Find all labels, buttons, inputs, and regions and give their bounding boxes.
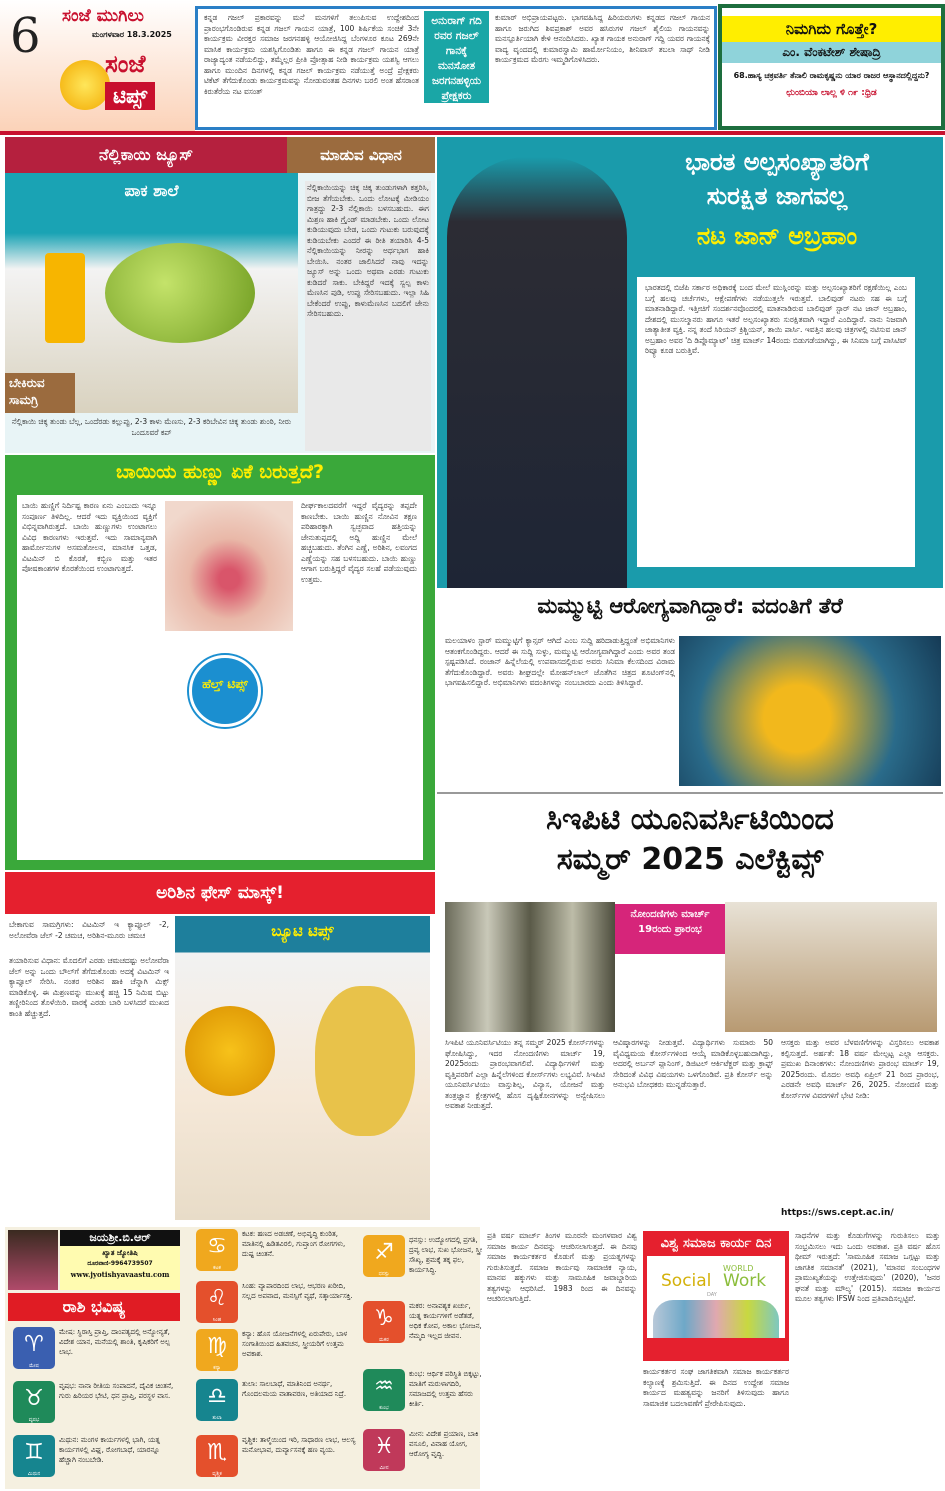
zodiac-text: ಕನ್ಯಾ: ಹೊಸ ಯೋಜನೆಗಳಲ್ಲಿ ಏರುಪೇರು, ಬಾಳ ಸಂಗಾತಿಯಿಂದ ಹಿತವಚನ, ಸ್ತ್ರೀಯರಿಗೆ ಉತ್ತಮ ಅವಕಾಶ. [242, 1330, 348, 1358]
ingredients-text: ಬೇಕಾಗುವ ಸಾಮಗ್ರಿಗಳು: ವಿಟಮಿನ್ ಇ ಕ್ಯಾಪ್ಸೂಲ್ -2, ಅಲೋವೆರಾ ಜೆಲ್ -2 ಚಮಚ, ಅರಿಶಿನ-ಮೂರು ಚಮಚ [9, 920, 169, 940]
zodiac-text: ತುಲಾ: ಸಾಲಬಾಧೆ, ಮಾತಿನಿಂದ ಅನರ್ಥ, ಗೊಂದಲಮಯ ವಾತಾವರಣ, ಅತಿಯಾದ ನಿದ್ರೆ. [242, 1380, 347, 1398]
astrologer-name: ಜಯಶ್ರೀ.ಬಿ.ಆರ್ [60, 1230, 180, 1246]
zodiac-name: ಸಿಂಹ [212, 1317, 222, 1323]
article-body: ಭಾರತದಲ್ಲಿ ಬಿಜೆಪಿ ಸರ್ಕಾರ ಅಧಿಕಾರಕ್ಕೆ ಬಂದ ಮೇಲೆ ಮುಸ್ಲಿಂರನ್ನು ಮತ್ತು ಅಲ್ಪಸಂಖ್ಯಾತರಿಗೆ ರಕ್ಷಣೆಯಿಲ್ಲ ಎಂಬ ಬಗ್ಗೆ ಹಲವು ಚರ್ಚೆಗಳು, ಆಕ್ಷೇಪಣೆಗಳು ನಡೆಯುತ್ತಲೇ ಇರುತ್ತವೆ. ಬಾಲಿವುಡ್ ನಟರು ಸಹ ಈ ಬಗ್ಗೆ ಮಾತನಾಡಿದ್ದಾರೆ. ಇತ್ತೀಚಿಗೆ ಸಂದರ್ಶನವೊಂದರಲ್ಲಿ ಮಾತನಾಡಿರುವ ಬಾಲಿವುಡ್ ಸ್ಟಾರ್ ನಟ ಜಾನ್ ಅಬ್ರಹಾಂ, ದೇಶದಲ್ಲಿ ಮುಸಲ್ಮಾನರು ಹಾಗೂ ಇತರೆ ಅಲ್ಪಸಂಖ್ಯಾತರು ಸುರಕ್ಷಿತವಾಗಿ ಇದ್ದಾರೆ ಎಂದಿದ್ದಾರೆ. ನಾನು ನಿಜವಾಗಿ ಜಾತ್ಯಾತೀತ ವ್ಯಕ್ತಿ. ನನ್ನ ತಂದೆ ಸಿರಿಯನ್ ಕ್ರಿಶ್ಚಿಯನ್, ತಾಯಿ ಪಾರ್ಸಿ. ಇವತ್ತಿನ ಹಲವು ಚಿತ್ರಗಳಲ್ಲಿ ನಟಿಸುವ ಜಾನ್ ಅಬ್ರಹಾಂ ಅವರ 'ದಿ ಡಿಪ್ಲೊಮ್ಯಾಟ್' ಚಿತ್ರ ಮಾರ್ಚ್ 14ರಂದು ಬಿಡುಗಡೆಯಾಗಿದ್ದು, ಈ ಸಿನಿಮಾ ಬಗ್ಗೆ ಪಾಸಿಟಿವ್ ರಿವ್ಯೂ ಕೂಡ ಬರುತ್ತಿವೆ. [637, 277, 915, 567]
article-headline: ಅನುರಾಗ್ ಗದಿ ರವರ ಗಜಲ್ ಗಾನಕ್ಕೆ ಮನಸೋತ ಜರಗನಹಳ್ಳಿಯ ಪ್ರೇಕ್ಷಕರು [424, 11, 489, 103]
mouth-ulcer-article [5, 455, 435, 870]
headline-line-3: ನಟ ಜಾನ್ ಅಬ್ರಹಾಂ [696, 222, 858, 250]
article-body: ಮಲಯಾಳಂ ಸ್ಟಾರ್ ಮಮ್ಮುಟ್ಟಿಗೆ ಕ್ಯಾನ್ಸರ್ ಆಗಿದೆ ಎಂಬ ಸುದ್ದಿ ಹರಿದಾಡುತ್ತಿದ್ದಂತೆ ಅಭಿಮಾನಿಗಳು ಆತಂಕಗೊಂಡಿದ್ದರು. ಆದರೆ ಈ ಸುದ್ದಿ ಸುಳ್ಳು, ಮಮ್ಮುಟ್ಟಿ ಆರೋಗ್ಯವಾಗಿದ್ದಾರೆ ಎಂದು ಅವರ ತಂಡ ಸ್ಪಷ್ಟಪಡಿಸಿದೆ. ರಂಜಾನ್ ಹಿನ್ನೆಲೆಯಲ್ಲಿ ಉಪವಾಸದಲ್ಲಿರುವ ಅವರು ಸಿನಿಮಾ ಕೆಲಸದಿಂದ ವಿರಾಮ ತೆಗೆದುಕೊಂಡಿದ್ದಾರೆ. ಅವರು ಶೀಘ್ರದಲ್ಲೇ ಮೋಹನ್‌ಲಾಲ್ ಜೊತೆಗಿನ ಚಿತ್ರದ ಶೂಟಿಂಗ್‌ನಲ್ಲಿ ಭಾಗವಹಿಸಲಿದ್ದಾರೆ. ಅಭಿಮಾನಿಗಳು ವದಂತಿಗಳನ್ನು ನಂಬಬಾರದು ಎಂದು ತಿಳಿಸಿದ್ದಾರೆ. [445, 636, 675, 687]
zodiac-item [363, 1233, 485, 1285]
zodiac-item [363, 1367, 485, 1419]
zodiac-item [363, 1427, 485, 1479]
quiz-title: ನಿಮಗಿದು ಗೊತ್ತೇ? [722, 16, 941, 42]
face-mask-article [5, 872, 435, 1222]
article-body: ಕಾರ್ಯಕರ್ತರ ಸಂಘ ಜಾಗತಿಕವಾಗಿ ಸಮಾಜ ಕಾರ್ಯಕರ್ತರ ಕಲ್ಯಾಣಕ್ಕೆ ಶ್ರಮಿಸುತ್ತಿದೆ. ಈ ದಿನದ ಉದ್ದೇಶ ಸಮಾಜ ಕಾರ್ಯದ ಮಹತ್ವವನ್ನು ಜನರಿಗೆ ತಿಳಿಸುವುದು ಹಾಗೂ ಸಾಮಾಜಿಕ ಬದಲಾವಣೆಗೆ ಪ್ರೇರೇಪಿಸುವುದು. [643, 1367, 789, 1408]
method-text: ನೆಲ್ಲಿಕಾಯಿಯನ್ನು ಚಿಕ್ಕ ಚಿಕ್ಕ ತುಂಡುಗಳಾಗಿ ಕತ್ತರಿಸಿ, ಬೀಜ ತೆಗೆಯಬೇಕು. ಒಂದು ಲೋಟಕ್ಕೆ ಮೀಡಿಯಂ ಗಾತ್ರದ್ದು 2-3 ನೆಲ್ಲಿಕಾಯಿ ಬಳಸಬಹುದು. ಈಗ ಮಿಶ್ರಣ ಹಾಕಿ ಗ್ರೈಂಡ್ ಮಾಡಬೇಕು. ಒಂದು ಲೋಟ ಕುಡಿಯುವುದು ಬೇಡ, ಒಂದು ಗುಟುಕು ಬರುವುದಕ್ಕೆ ಕುಡಿಯಬೇಕು ಎಂದರೆ ಈ ರೀತಿ ತಯಾರಿಸಿ 4-5 ನೆಲ್ಲಿಕಾಯಿಯನ್ನು ನೀರನ್ನು ಅರ್ಧಭಾಗ ಹಾಕಿ ಬೇಯಿಸಿ. ನಂತರ ಜಾಲಿಸಿದರೆ ನಾವು ಇದನ್ನು ಜ್ಯೂಸ್ ಅನ್ನು ಒಂದು ಅಥವಾ ಎರಡು ಗುಟುಕು ಕುಡಿದರೆ ಸಾಕು. ಬೇಕಿದ್ದರೆ ಇದಕ್ಕೆ ಸ್ವಲ್ಪ ಕಾಳು ಮೆಣಸಿನ ಪುಡಿ, ಉಪ್ಪು ಸೇರಿಸಬಹುದು. ಇಲ್ಲಾ ಸಿಹಿ ಬೇಕೆಂದರೆ ಉಪ್ಪು, ಕಾಳುಮೆಣಸಿನ ಬದಲಿಗೆ ಜೇನು ಸೇರಿಸಬಹುದು. [305, 181, 431, 451]
beauty-tips-badge: ಬ್ಯೂಟಿ ಟಿಪ್ಸ್ [271, 922, 334, 940]
zodiac-name: ಧನಸ್ಸು [378, 1271, 390, 1277]
social-work-logo [647, 1256, 785, 1338]
amla-juice-article [5, 137, 435, 453]
quiz-answer: ಛುಂಬಿಯಾ ಲಾಲ್ಲ ಳಿ ೧೯ :ಧ್ರಿಡ [786, 88, 877, 98]
article-body: ಆಸಕ್ತರು ಮತ್ತು ಅವರ ಬೆಳವಣಿಗೆಗಳನ್ನು ವಿಸ್ತರಿಸಲು ಅವಕಾಶ ಕಲ್ಪಿಸುತ್ತದೆ. ಅರ್ಹತೆ: 18 ವರ್ಷ ಮೇಲ್ಪಟ್ಟ ಎಲ್ಲಾ ಆಸಕ್ತರು. ಪ್ರಮುಖ ದಿನಾಂಕಗಳು: ನೋಂದಣಿಗಳು ಪ್ರಾರಂಭ ಮಾರ್ಚ್ 19, 2025ರಂದು. ಮೊದಲ ಅವಧಿ ಏಪ್ರಿಲ್ 21 ರಿಂದ ಪ್ರಾರಂಭ, ಎರಡನೇ ಅವಧಿ ಮಾರ್ಚ್ 26, 2025. ನೋಂದಣಿ ಮತ್ತು ಕೋರ್ಸ್‌ಗಳ ವಿವರಗಳಿಗೆ ಭೇಟಿ ನೀಡಿ: [781, 1038, 939, 1100]
zodiac-item [363, 1299, 485, 1351]
section-title: ರಾಶಿ ಭವಿಷ್ಯ [8, 1293, 180, 1321]
kitchen-label: ಪಾಕ ಶಾಲೆ [124, 181, 179, 200]
masked-face [315, 986, 415, 1136]
zodiac-text: ಕುಂಭ: ಆರ್ಥಿಕ ಪರಿಸ್ಥಿತಿ ಬಿಕ್ಕಟ್ಟು, ಮಾತಿಗೆ ಮರುಳಾಗದಿರಿ, ಸಮಾಜದಲ್ಲಿ ಉತ್ತಮ ಹೆಸರು ಕೀರ್ತಿ. [409, 1370, 482, 1408]
zodiac-8-icon: ♐ ಧನಸ್ಸು [363, 1235, 405, 1277]
zodiac-text: ಮಕರ: ಅನಾವಶ್ಯಕ ಖರ್ಚು, ಯತ್ನ ಕಾರ್ಯಗಳಿಗೆ ಅಡೆತಡೆ, ಅಧಿಕ ಕೋಪ, ಅಕಾಲ ಭೋಜನ, ನೆಮ್ಮದಿ ಇಲ್ಲದ ಜೀವನ. [409, 1302, 482, 1340]
lightbulb-icon [60, 60, 110, 110]
classroom-photo [725, 902, 937, 1032]
zodiac-name: ತುಲಾ [212, 1415, 222, 1421]
zodiac-name: ಮಿಥುನ [27, 1471, 41, 1477]
badge-title: ವಿಶ್ವ ಸಮಾಜ ಕಾರ್ಯ ದಿನ [660, 1236, 772, 1251]
zodiac-text: ಮೇಷ: ಸ್ಥಿರಾಸ್ತಿ ಪ್ರಾಪ್ತಿ, ದಾಂಪತ್ಯದಲ್ಲಿ ಅನ್ಯೋನ್ಯತೆ, ವಿದೇಶ ಯಾನ, ಮನೆಯಲ್ಲಿ ಶಾಂತಿ, ಕೃಷಿಕರಿಗೆ ಅಲ್ಪ ಲಾಭ. [59, 1328, 170, 1356]
logo-text: DAY [707, 1292, 717, 1298]
astrologer-role: ಖ್ಯಾತ ಜ್ಯೋತಿಷಿ [102, 1249, 138, 1257]
mammootty-photo [679, 636, 941, 786]
cept-url-link[interactable]: https://sws.cept.ac.in/ [781, 1208, 894, 1218]
zodiac-7-icon: ♏ ವೃಶ್ಚಿಕ [196, 1435, 238, 1477]
ingredients-heading: ಬೇಕಿರುವ ಸಾಮಗ್ರಿ [5, 373, 75, 413]
lips-photo [165, 501, 293, 631]
article-body: ಆವಿಷ್ಕಾರಗಳನ್ನು ನೀಡುತ್ತವೆ. ವಿದ್ಯಾರ್ಥಿಗಳು ಸುಮಾರು 50 ವೈವಿಧ್ಯಮಯ ಕೋರ್ಸ್‌ಗಳಿಂದ ಆಯ್ಕೆ ಮಾಡಿಕೊಳ್ಳಬಹುದಾಗಿದ್ದು, ಅದರಲ್ಲಿ ಅರ್ಬನ್ ಪ್ಲಾನಿಂಗ್, ಡಿಜಿಟಲ್ ಆರ್ಕಿಟೆಕ್ಚರ್ ಮತ್ತು ಕ್ರಾಫ್ಟ್ ಸೇರಿದಂತೆ ವಿವಿಧ ವಿಷಯಗಳು ಒಳಗೊಂಡಿವೆ. ಪ್ರತಿ ಕೋರ್ಸ್ ಅನ್ನು ಅನುಭವಿ ಬೋಧಕರು ಮುನ್ನಡೆಸುತ್ತಾರೆ. [613, 1038, 773, 1089]
page-number: 6 [10, 8, 41, 64]
article-headline: ನೆಲ್ಲಿಕಾಯಿ ಜ್ಯೂಸ್ [5, 137, 287, 173]
zodiac-10-icon: ♒ ಕುಂಭ [363, 1369, 405, 1411]
astrologer-info [60, 1230, 180, 1290]
horoscope-section [5, 1227, 483, 1489]
zodiac-item [196, 1327, 356, 1379]
mammootty-article [437, 590, 943, 790]
zodiac-text: ಸಿಂಹ: ವ್ಯಾಪಾರದಿಂದ ಲಾಭ, ಆಭರಣ ಖರೀದಿ, ಸಲ್ಲದ ಅಪವಾದ, ಮನಸ್ಸಿಗೆ ವ್ಯಥೆ, ಸತ್ಕಾರ್ಯಾಸಕ್ತಿ. [242, 1282, 353, 1300]
ghazal-article [195, 6, 717, 130]
john-abraham-article [437, 137, 943, 588]
health-tips-badge: ಹೆಲ್ತ್ ಟಿಪ್ಸ್ [189, 655, 261, 727]
zodiac-name: ವೃಶ್ಚಿಕ [212, 1471, 222, 1477]
cept-article [437, 792, 943, 1222]
headline-line-2: ಸುರಕ್ಷಿತ ಜಾಗವಲ್ಲ [706, 182, 848, 210]
amla-fruits [105, 243, 255, 343]
zodiac-0-icon: ♈ ಮೇಷ [13, 1327, 55, 1369]
face-mask-photo [175, 916, 430, 1220]
article-body: ಕನ್ನಡ ಗಜಲ್ ಪ್ರಕಾರವನ್ನು ಮನೆ ಮನಗಳಿಗೆ ತಲುಪಿಸುವ ಉದ್ದೇಶದಿಂದ ಪ್ರಾರಂಭಗೊಂಡಿರುವ ಕನ್ನಡ ಗಜಲ್ ಗಾಯನ ಯಾತ್ರೆ, 100 ಶಿರ್ಷಿಕೆಯ ಸಂಚಿಕೆ 3ನೇ ಕಾರ್ಯಕ್ರಮ ವೀರಕ್ತರ ಸಮಾಜ ಜರಗನಹಳ್ಳಿ ಆಯೋಜಿಸಿದ್ದ ಬೆಂಗಳೂರ ಕೂಟ 269ನೇ ಮಾಸಿಕ ಕಾರ್ಯಕ್ರಮ ಯಶಸ್ವಿಗೊಂಡಿತು ಹಾಗೂ ಈ ಕನ್ನಡ ಗಜಲ್ ಗಾಯನ ಯಾತ್ರೆ ರಾಜ್ಯಾದ್ಯಂತ ನಡೆಯಲಿದ್ದು, ತಮ್ಮೆಲ್ಲರ ಪ್ರೀತಿ ಪ್ರೋತ್ಸಾಹ ನೀಡಿ ಕಾರ್ಯಕ್ರಮ ಯಶಸ್ವಿ ಆಗಲು ಹಾಗೂ ಮುಂದಿನ ದಿನಗಳಲ್ಲಿ ಕನ್ನಡ ಗಜಲ್ ಕಾರ್ಯಕ್ರಮ ನಡೆಯುತ್ತೆ ಅಂದ್ರೆ ಪ್ರೇಕ್ಷಕರು ಟಿಕೆಟ್ ತೆಗೆದುಕೊಂಡು ಕಾರ್ಯಕ್ರಮವನ್ನು ನೋಡುವಂತಹ ದಿನಗಳು ಬರಲಿ ಅಂತ ಹೆಸರಾಂತ ಕಿರುತೆರೆಯ ನಟ ವಸಂತ್ [204, 13, 419, 96]
zodiac-item [13, 1379, 178, 1431]
date: ಮಂಗಳವಾರ 18.3.2025 [92, 30, 172, 39]
zodiac-11-icon: ♓ ಮೀನ [363, 1429, 405, 1471]
article-body: ಸಾಧನೆಗಳ ಮತ್ತು ಕೊಡುಗೆಗಳನ್ನು ಗುರುತಿಸಲು ಮತ್ತು ಸಂಭ್ರಮಿಸಲು ಇದು ಒಂದು ಅವಕಾಶ. ಪ್ರತಿ ವರ್ಷ ಹೊಸ ಥೀಮ್ ಇರುತ್ತದೆ: 'ಸಾಮೂಹಿಕ ಸಮಾಜ ಒಗ್ಗಟ್ಟು ಮತ್ತು ಜಾಗತಿಕ ಸಮಾನತೆ' (2021), 'ಮಾನವ ಸಂಬಂಧಗಳ ಪ್ರಾಮುಖ್ಯತೆಯನ್ನು ಉತ್ತೇಜಿಸುವುದು' (2020), 'ಜನರ ಘನತೆ ಮತ್ತು ಮೌಲ್ಯ' (2015). ಸಮಾಜ ಕಾರ್ಯದ ಮೂಲ ತತ್ವಗಳು IFSW ನಿಂದ ಪ್ರತಿಪಾದಿಸಲ್ಪಟ್ಟಿವೆ. [795, 1231, 940, 1303]
quiz-author: ಎಂ. ವೆಂಕಟೇಶ್ ಶೇಷಾದ್ರಿ [722, 42, 941, 63]
logo-text: WORLD [723, 1264, 754, 1273]
zodiac-text: ಮೀನ: ವಿದೇಶ ಪ್ರಯಾಣ, ಬಾಕಿ ವಸೂಲಿ, ವಿವಾಹ ಯೋಗ, ಆರೋಗ್ಯ ವೃದ್ಧಿ. [409, 1430, 479, 1458]
logo-text: Social [661, 1271, 712, 1291]
headline-line-1: ಸಿಇಪಿಟಿ ಯೂನಿವರ್ಸಿಟಿಯಿಂದ [546, 802, 834, 837]
zodiac-1-icon: ♉ ವೃಷಭ [13, 1381, 55, 1423]
article-body: ಪ್ರತಿ ವರ್ಷ ಮಾರ್ಚ್ ತಿಂಗಳ ಮೂರನೇ ಮಂಗಳವಾರ ವಿಶ್ವ ಸಮಾಜ ಕಾರ್ಯ ದಿನವನ್ನು ಆಚರಿಸಲಾಗುತ್ತದೆ. ಈ ದಿನವು ಸಮಾಜ ಕಾರ್ಯಕರ್ತರ ಕೊಡುಗೆ ಮತ್ತು ಪ್ರಯತ್ನಗಳನ್ನು ಗುರುತಿಸುತ್ತದೆ. ಸಮಾಜ ಕಾರ್ಯವು ಸಾಮಾಜಿಕ ನ್ಯಾಯ, ಮಾನವ ಹಕ್ಕುಗಳು ಮತ್ತು ಸಾಮೂಹಿಕ ಜವಾಬ್ದಾರಿಯ ತತ್ವಗಳನ್ನು ಆಧರಿಸಿದೆ. 1983 ರಿಂದ ಈ ದಿನವನ್ನು ಆಚರಿಸಲಾಗುತ್ತಿದೆ. [487, 1231, 637, 1303]
quiz-question: 68.ಹಾಸ್ಯ ಚಕ್ರವರ್ತಿ ತೆನಾಲಿ ರಾಮಕೃಷ್ಣನು ಯಾರ ರಾಜರ ಆಸ್ಥಾನದಲ್ಲಿದ್ದನು? [733, 71, 930, 80]
article-body: ದೀರ್ಘಕಾಲದವರೆಗೆ ಇದ್ದರೆ ವೈದ್ಯರನ್ನು ತಪ್ಪದೇ ಕಾಣಬೇಕು. ಬಾಯಿ ಹುಣ್ಣಿನ ನೋವಿನ ತಕ್ಷಣ ಪರಿಹಾರಕ್ಕಾಗಿ ಸ್ವಚ್ಛವಾದ ಹತ್ತಿಯನ್ನು ಜೇನುತುಪ್ಪದಲ್ಲಿ ಅದ್ದಿ ಹುಣ್ಣಿನ ಮೇಲೆ ಹಚ್ಚಬಹುದು. ತೆಂಗಿನ ಎಣ್ಣೆ, ಅರಿಶಿನ, ಲವಂಗದ ಎಣ್ಣೆಯನ್ನು ಸಹ ಬಳಸಬಹುದು. ಬಾಯಿ ಹುಣ್ಣು ಆಗಾಗ ಬರುತ್ತಿದ್ದರೆ ವೈದ್ಯರ ಸಲಹೆ ಪಡೆಯುವುದು ಉತ್ತಮ. [301, 501, 417, 584]
method-heading: ಮಾಡುವ ವಿಧಾನ [287, 137, 435, 173]
zodiac-name: ಕಟಕ [213, 1265, 221, 1271]
forest-photo [445, 902, 615, 1032]
article-body: ಬಾಯಿ ಹುಣ್ಣಿಗೆ ನಿರ್ದಿಷ್ಟ ಕಾರಣ ಏನು ಎಂಬುದು ಇನ್ನೂ ಸಂಪೂರ್ಣ ತಿಳಿದಿಲ್ಲ. ಆದರೆ ಇದು ವ್ಯಕ್ತಿಯಿಂದ ವ್ಯಕ್ತಿಗೆ ವಿಭಿನ್ನವಾಗಿರುತ್ತದೆ. ಬಾಯಿ ಹುಣ್ಣುಗಳು ಉಂಟಾಗಲು ವಿವಿಧ ಕಾರಣಗಳು ಇರುತ್ತವೆ. ಇದು ಸಾಮಾನ್ಯವಾಗಿ ಹಾರ್ಮೋನುಗಳ ಅಸಮತೋಲನ, ಮಾನಸಿಕ ಒತ್ತಡ, ವಿಟಮಿನ್ ಬಿ ಕೊರತೆ, ಕಬ್ಬಿಣ ಮತ್ತು ಇತರ ಪೋಷಕಾಂಶಗಳ ಕೊರತೆಯಿಂದ ಉಂಟಾಗುತ್ತದೆ. [22, 501, 157, 573]
astrologer-avatar [8, 1230, 58, 1290]
zodiac-item [13, 1433, 178, 1485]
astrologer-website[interactable]: www.jyotishyavaastu.com [70, 1270, 170, 1279]
zodiac-name: ವೃಷಭ [28, 1417, 40, 1423]
article-headline: ಅರಿಶಿನ ಫೇಸ್ ಮಾಸ್ಕ್! [5, 872, 435, 914]
zodiac-4-icon: ♌ ಸಿಂಹ [196, 1281, 238, 1323]
zodiac-name: ಕನ್ಯಾ [213, 1365, 221, 1371]
article-body: ತಯಾರಿಸುವ ವಿಧಾನ: ಮೊದಲಿಗೆ ಎರಡು ಚಮಚದಷ್ಟು ಅಲೋವೆರಾ ಜೆಲ್ ಅನ್ನು ಒಂದು ಬೌಲ್‌ಗೆ ತೆಗೆದುಕೊಂಡು ಅದಕ್ಕೆ ವಿಟಮಿನ್ ಇ ಕ್ಯಾಪ್ಸೂಲ್ ಸೇರಿಸಿ. ನಂತರ ಅರಿಶಿನ ಹಾಕಿ ಚೆನ್ನಾಗಿ ಮಿಕ್ಸ್ ಮಾಡಿಕೊಳ್ಳಿ. ಈ ಮಿಶ್ರಣವನ್ನು ಮುಖಕ್ಕೆ ಹಚ್ಚಿ 15 ನಿಮಿಷ ಬಿಟ್ಟು ತಣ್ಣೀರಿನಿಂದ ತೊಳೆಯಿರಿ. ವಾರಕ್ಕೆ ಎರಡು ಬಾರಿ ಬಳಸಿದರೆ ಮುಖದ ಕಾಂತಿ ಹೆಚ್ಚುತ್ತದೆ. [9, 956, 169, 1018]
ingredients-text: ನೆಲ್ಲಿಕಾಯಿ ಚಿಕ್ಕ ತುಂಡು ಬೆಲ್ಲ, ಒಂದೆರಡು ಕಲ್ಲುಪ್ಪು, 2-3 ಕಾಳು ಮೆಣಸು, 2-3 ಕರಿಬೇವಿನ ಚಿಕ್ಕ ತುಂಡು ಶುಂಠಿ, ನೀರು ಒಂದೂವರೆ ಕಪ್ [11, 417, 292, 437]
zodiac-item [13, 1325, 178, 1377]
people-silhouettes [653, 1300, 779, 1338]
quiz-box [718, 4, 945, 130]
article-content [17, 495, 423, 860]
astrologer-phone: ದೂರವಾಣಿ-9964739507 [87, 1260, 153, 1267]
zodiac-3-icon: ♋ ಕಟಕ [196, 1229, 238, 1271]
paper-name: ಸಂಜೆ ಮುಗಿಲು [62, 6, 144, 26]
section-title: ಸಂಜೆ [105, 50, 146, 78]
headline-line-2: ಸಮ್ಮರ್ 2025 ಎಲೆಕ್ಟಿವ್ಸ್ [556, 842, 824, 877]
zodiac-6-icon: ♎ ತುಲಾ [196, 1379, 238, 1421]
zodiac-item [196, 1279, 356, 1331]
article-body: ಕುಮಾರ್ ಅಭಿಪ್ರಾಯಪಟ್ಟರು. ಭಾಗವಹಿಸಿದ್ದ ಹಿರಿಯರುಗಳು ಕನ್ನಡದ ಗಜಲ್ ಗಾಯನ ಹಾಗೂ ಜರುಗಿದ ಶಿವಪ್ರಕಾಶ್ ಅವರ ಹಸಿರುಗಳ ಗಜಲ್ ಶೈಲಿಯ ಗಾಯನವನ್ನು ಮನಸ್ಪೂರ್ತಿಯಾಗಿ ಕೇಳಿ ಆನಂದಿಸಿದರು. ಖ್ಯಾತ ಗಾಯಕ ಅನುರಾಗ್ ಗದ್ದಿ ಯವರ ಗಾಯನಕ್ಕೆ ವಾದ್ಯ ವೃಂದದಲ್ಲಿ ಕುಮಾರಸ್ವಾಮಿ ಹಾರ್ಮೋನಿಯಂ, ಶೀನಿವಾಸ್ ತಬಲಾ ಸಾಥ್ ನೀಡಿ ಕಾರ್ಯಕ್ರಮದ ಮೆರಗು ಇಮ್ಮಡಿಗೊಳಿಸಿದರು. [495, 13, 710, 64]
article-headline: ಬಾಯಿಯ ಹುಣ್ಣು ಏಕೆ ಬರುತ್ತದೆ? [116, 461, 324, 483]
juice-glass [45, 253, 85, 343]
registration-badge: ನೋಂದಣಿಗಳು ಮಾರ್ಚ್ 19ರಂದು ಪ್ರಾರಂಭ [615, 904, 725, 954]
section-subtitle: ಟಿಪ್ಸ್ [105, 82, 155, 110]
zodiac-text: ವೃಷಭ: ನಾನಾ ರೀತಿಯ ಸಂಪಾದನೆ, ದೈವಿಕ ಚಿಂತನೆ, ಗುರು ಹಿರಿಯರ ಭೇಟಿ, ಧನ ಪ್ರಾಪ್ತಿ, ಪರಸ್ಥಳ ವಾಸ. [59, 1382, 174, 1400]
masthead [0, 0, 195, 132]
article-headline: ಮಮ್ಮುಟ್ಟಿ ಆರೋಗ್ಯವಾಗಿದ್ದಾರೆ: ವದಂತಿಗೆ ತೆರೆ [537, 594, 843, 618]
zodiac-name: ಮಕರ [379, 1337, 389, 1343]
article-body: ಸಿಇಪಿಟಿ ಯೂನಿವರ್ಸಿಟಿಯು ತನ್ನ ಸಮ್ಮರ್ 2025 ಕೋರ್ಸ್‌ಗಳನ್ನು ಘೋಷಿಸಿದ್ದು, ಇದರ ನೋಂದಣಿಗಳು ಮಾರ್ಚ್ 19, 2025ರಂದು ಪ್ರಾರಂಭವಾಗಲಿವೆ. ವಿದ್ಯಾರ್ಥಿಗಳಿಗೆ ಮತ್ತು ವೃತ್ತಿಪರರಿಗೆ ಎಲ್ಲಾ ಹಿನ್ನೆಲೆಗಳಿಂದ ಕೋರ್ಸ್‌ಗಳು ಲಭ್ಯವಿವೆ. ಸಿಇಪಿಟಿ ಯೂನಿವರ್ಸಿಟಿಯು ವಾಸ್ತುಶಿಲ್ಪ, ವಿನ್ಯಾಸ, ಯೋಜನೆ ಮತ್ತು ತಂತ್ರಜ್ಞಾನ ಕ್ಷೇತ್ರಗಳಲ್ಲಿ ಹೊಸ ದೃಷ್ಟಿಕೋನಗಳನ್ನು ಅನ್ವೇಷಿಸಲು ಅವಕಾಶ ನೀಡುತ್ತದೆ. [445, 1038, 605, 1110]
zodiac-item [196, 1227, 356, 1279]
turmeric-powder [185, 1006, 275, 1096]
zodiac-text: ಕಟಕ: ಹಣದ ಅಡಚಣೆ, ಅಭಿವೃದ್ಧಿ ಕುಂಠಿತ, ಮಾತಿನಲ್ಲಿ ಹಿಡಿತವಿರಲಿ, ಗುಪ್ತಾಂಗ ರೋಗಗಳು, ದುಷ್ಟ ಚಿಂತನೆ. [242, 1230, 346, 1258]
headline-line-1: ಭಾರತ ಅಲ್ಪಸಂಖ್ಯಾತರಿಗೆ [685, 148, 869, 176]
zodiac-text: ಧನಸ್ಸು: ಉದ್ಯೋಗದಲ್ಲಿ ಪ್ರಗತಿ, ದ್ರವ್ಯ ಲಾಭ, ಸುಖ ಭೋಜನ, ಸ್ತ್ರೀ ಸೌಖ್ಯ, ಶ್ರಮಕ್ಕೆ ತಕ್ಕ ಫಲ, ಕಾರ್ಯಸಿದ್ಧಿ. [409, 1236, 483, 1274]
zodiac-5-icon: ♍ ಕನ್ಯಾ [196, 1329, 238, 1371]
zodiac-name: ಮೀನ [379, 1465, 389, 1471]
zodiac-2-icon: ♊ ಮಿಥುನ [13, 1435, 55, 1477]
zodiac-item [196, 1377, 356, 1429]
zodiac-text: ವೃಶ್ಚಿಕ: ತಾಳ್ಮೆಯಿಂದ ಇರಿ, ಸಾಧಾರಣ ಲಾಭ, ಆಲಸ್ಯ ಮನೋಭಾವ, ದುರ್ವ್ಯಾಸನಕ್ಕೆ ಹಣ ವ್ಯಯ. [242, 1436, 356, 1454]
zodiac-text: ಮಿಥುನ: ಮಂಗಳ ಕಾರ್ಯಗಳಲ್ಲಿ ಭಾಗಿ, ಯತ್ನ ಕಾರ್ಯಗಳಲ್ಲಿ ವಿಘ್ನ, ರೋಗಬಾಧೆ, ಯಾರನ್ನೂ ಹೆಚ್ಚಾಗಿ ನಂಬಬೇಡಿ. [59, 1436, 161, 1464]
zodiac-name: ಕುಂಭ [379, 1405, 389, 1411]
amla-photo [5, 173, 298, 413]
social-work-badge [643, 1231, 789, 1361]
logo-text: Work [723, 1271, 767, 1291]
zodiac-item [196, 1433, 356, 1485]
john-abraham-photo [447, 157, 627, 588]
divider [0, 131, 945, 135]
zodiac-9-icon: ♑ ಮಕರ [363, 1301, 405, 1343]
social-work-article [483, 1227, 943, 1489]
zodiac-name: ಮೇಷ [29, 1363, 39, 1369]
